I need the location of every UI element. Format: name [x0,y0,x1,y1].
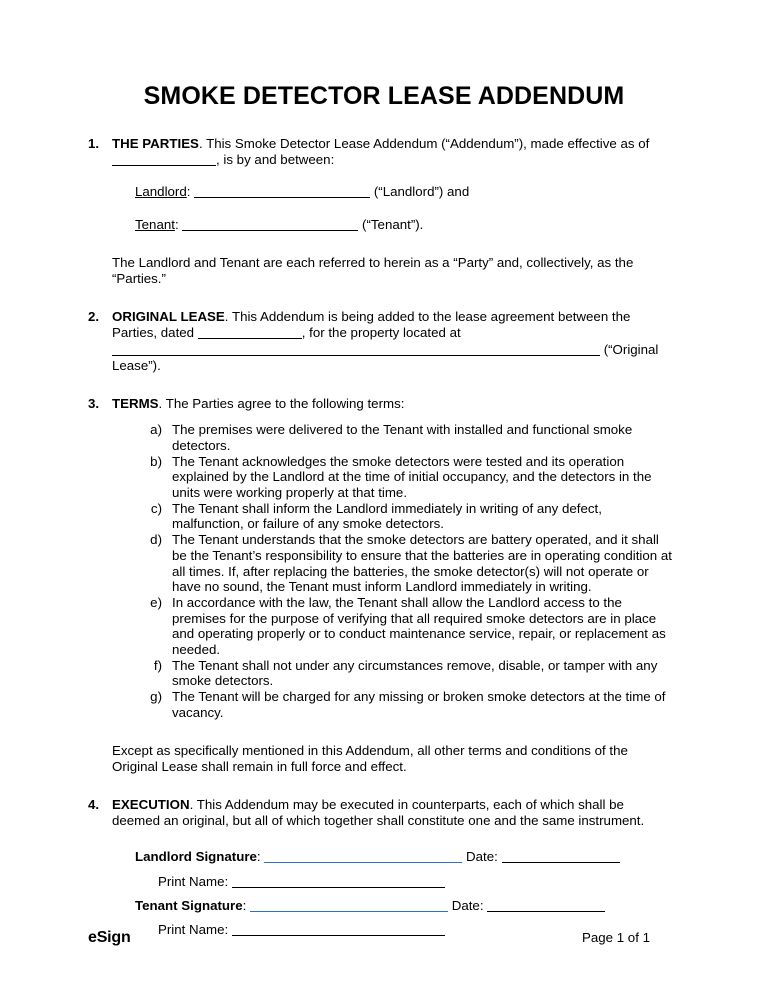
list-item-text: The Tenant shall inform the Landlord immediately in writing of any defect, malfunction, or failure of any smoke detectors. [172,500,602,532]
execution-text: . This Addendum may be executed in counterparts, each of which shall be deemed an original, but all of which together shall constitute one and the same instrument. [112,797,645,829]
list-item [140,422,674,453]
spacer [88,287,674,309]
list-item-marker: a) [150,422,162,438]
page-footer [88,929,650,947]
list-item-text: The Tenant understands that the smoke detectors are battery operated, and it shall be the Tenant’s responsibility to ensure that the batteries are in operating condition at all times. If, after replacing the batteries, the smoke detector(s) will not operate or have no sound, the Tenant must inform Landlord immediately in writing. [172,532,672,595]
clause-original-lease [88,309,674,341]
list-item [140,689,674,720]
page-title: SMOKE DETECTOR LEASE ADDENDUM [143,82,625,110]
tenant-date-field[interactable] [487,900,605,912]
landlord-print-name-row [158,874,674,890]
spacer [88,233,674,255]
tenant-suffix: (“Tenant”). [362,216,424,232]
landlord-line [135,184,674,200]
spacer [88,168,674,184]
parties-lead-text: . This Smoke Detector Lease Addendum (“Addendum”), made effective as of [198,136,650,151]
landlord-print-name-label: Print Name: [158,873,229,889]
landlord-date-field[interactable] [502,851,620,863]
parties-closing-paragraph: The Landlord and Tenant are each referred to herein as a “Party” and, collectively, as the “Parties.” [112,254,634,287]
tenant-date-label: Date: [451,897,484,913]
landlord-name-blank[interactable] [194,186,370,198]
list-item-text: The Tenant shall not under any circumstances remove, disable, or tamper with any smoke detectors. [172,657,658,689]
tenant-colon: : [174,216,179,232]
list-item [140,454,674,501]
original-lease-text-3: (“Original Lease”). [112,341,659,373]
property-address-row [112,342,674,374]
original-lease-text-1: . This Addendum is being added to the lease agreement between the Parties, dated [112,309,631,341]
clause-number-3: 3. [88,396,100,412]
clause-heading-original-lease: ORIGINAL LEASE [112,309,225,325]
spacer [88,775,674,797]
list-item-text: The Tenant will be charged for any missing or broken smoke detectors at the time of vacancy. [172,689,666,720]
tenant-signature-label: Tenant Signature [135,897,243,913]
list-item-marker: d) [150,532,162,548]
landlord-print-name-field[interactable] [232,876,445,888]
lease-date-blank[interactable] [198,327,302,339]
list-item [140,595,674,658]
tenant-signature-row [135,898,674,914]
list-item-text: The premises were delivered to the Tenant with installed and functional smoke detectors. [172,422,633,453]
list-item-marker: e) [150,594,162,610]
tenant-signature-field[interactable] [250,900,448,912]
document-body [88,136,674,946]
original-lease-text-2: , for the property located at [301,325,461,341]
list-item [140,532,674,595]
landlord-signature-colon: : [256,849,261,865]
effective-date-blank[interactable] [112,154,216,166]
list-item-marker: b) [150,453,162,469]
terms-lead-text: . The Parties agree to the following terms: [158,396,405,412]
clause-terms [88,396,674,412]
parties-lead-text-2: , is by and between: [216,152,335,168]
spacer [88,721,674,743]
clause-heading-the-parties: THE PARTIES [112,136,199,151]
landlord-date-label: Date: [466,849,498,865]
terms-closing-paragraph: Except as specifically mentioned in this Addendum, all other terms and conditions of the Original Lease shall remain in full force and effect. [112,742,628,774]
clause-number-1: 1. [88,136,100,151]
footer-page-indicator: Page 1 of 1 [581,930,650,945]
clause-heading-terms: TERMS [112,396,159,412]
property-address-blank[interactable] [112,344,600,356]
spacer [88,374,674,396]
clause-the-parties [88,136,674,168]
spacer [88,201,674,217]
clause-execution [88,797,674,829]
clause-body-execution [112,797,674,829]
clause-body-original-lease [112,309,674,341]
landlord-signature-field[interactable] [264,851,462,863]
clause-body-the-parties [112,136,674,168]
terms-list [140,422,674,720]
landlord-label: Landlord [135,184,187,200]
list-item-marker: c) [150,500,162,516]
landlord-signature-label: Landlord Signature [135,849,257,865]
list-item-marker: g) [150,689,162,705]
list-item-text: In accordance with the law, the Tenant shall allow the Landlord access to the premises for the purpose of verifying that all required smoke detectors are in place and operating properly or to conduct maintenance service, repair, or replacement as needed. [172,594,666,658]
tenant-line [135,217,674,233]
list-item-text: The Tenant acknowledges the smoke detectors were tested and its operation explained by the Landlord at the time of initial occupancy, and the detectors in the units were working properly at that time. [172,453,652,501]
footer-brand-logo: eSign [88,929,131,946]
tenant-name-blank[interactable] [182,219,358,231]
signature-block [135,849,674,938]
tenant-label: Tenant [135,216,175,232]
tenant-print-name-label: Print Name: [158,922,229,938]
clause-body-terms [112,396,674,412]
list-item [140,501,674,532]
landlord-suffix: (“Landlord”) and [373,184,470,200]
list-item-marker: f) [153,657,162,673]
clause-number-4: 4. [88,797,100,812]
landlord-signature-row [135,849,674,865]
clause-number-2: 2. [88,309,100,325]
tenant-signature-colon: : [242,897,247,913]
clause-heading-execution: EXECUTION [112,797,190,812]
list-item [140,658,674,689]
landlord-colon: : [186,184,191,200]
